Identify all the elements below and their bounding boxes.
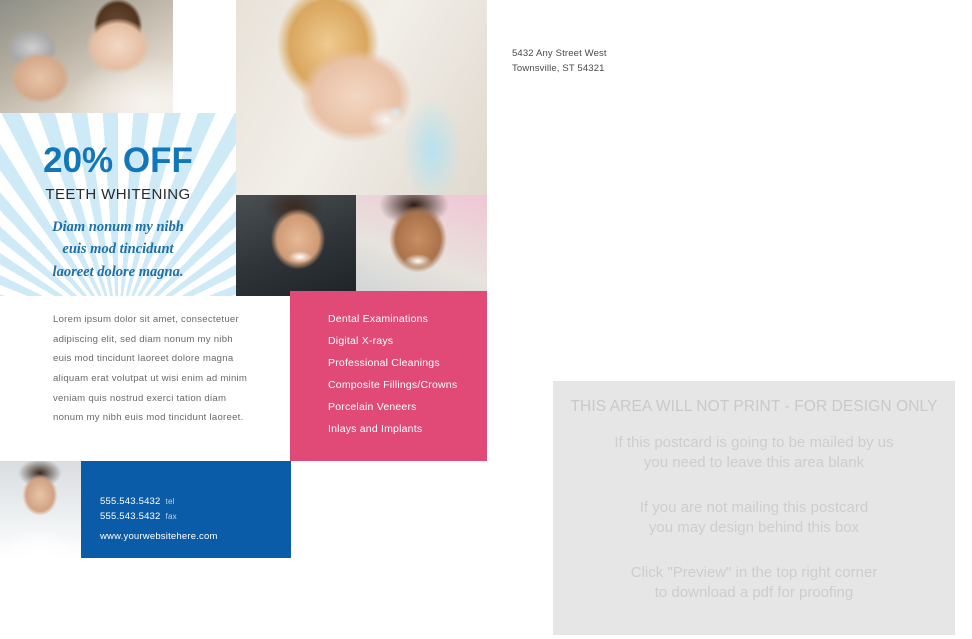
promo-starburst-panel [0,113,236,296]
dentist-portrait-photo [0,461,81,558]
list-item: Inlays and Implants [328,423,423,435]
no-print-heading: THIS AREA WILL NOT PRINT - FOR DESIGN ONLY [570,398,938,415]
woman-smiling-photo [356,195,487,296]
promo-tagline-line3: laoreet dolore magna. [52,263,184,280]
services-list-panel [290,291,487,461]
contact-phone-number: 555.543.5432 [100,496,161,507]
body-copy-text: Lorem ipsum dolor sit amet, consectetuer adipiscing elit, sed diam nonum my nibh euis mod tincidunt laoreet dolore magna aliquam erat volutpat ut wisi enim ad minim veniam quis nostrud exerci tation diam nonum my nibh euis mod tincidunt laoreet. [53,314,248,424]
contact-fax-line [100,511,177,522]
no-print-paragraph-2-line-1: If you are not mailing this postcard [639,498,869,516]
couple-smiling-photo [0,0,173,113]
promo-tagline-line1: Diam nonum my nibh [52,219,184,235]
no-print-paragraph-1-line-1: If this postcard is going to be mailed by us [614,434,894,451]
address-line-2: Townsville, ST 54321 [512,62,605,74]
mailing-address-block [512,47,607,76]
no-print-area-box [553,381,955,635]
no-print-paragraph-1-line-2: you need to leave this area blank [643,454,865,472]
list-item: Composite Fillings/Crowns [328,379,458,391]
contact-phone-line [100,496,175,507]
contact-fax-number: 555.543.5432 [100,511,161,522]
list-item: Digital X-rays [328,335,394,347]
promo-percent-text: 20% OFF [43,141,193,180]
services-list [290,291,487,440]
no-print-paragraph-3-line-1: Click "Preview" in the top right corner [630,564,878,581]
contact-phone-label: tel [165,497,175,506]
list-item: Professional Cleanings [328,357,440,369]
no-print-paragraph-2-line-2: you may design behind this box [648,518,860,536]
child-brushing-teeth-photo [236,0,487,195]
man-smiling-photo [236,195,356,296]
promo-tagline-line2: euis mod tincidunt [62,241,174,258]
list-item: Porcelain Veneers [328,401,417,413]
contact-website: www.yourwebsitehere.com [100,531,218,542]
no-print-paragraph-1 [553,433,955,474]
contact-fax-label: fax [165,512,177,521]
promo-subtitle-text: TEETH WHITENING [45,186,191,203]
no-print-paragraph-2 [553,498,955,539]
no-print-paragraph-3 [553,563,955,604]
contact-panel [81,461,291,558]
address-line-1: 5432 Any Street West [512,48,607,59]
list-item: Dental Examinations [328,313,429,325]
no-print-paragraph-3-line-2: to download a pdf for proofing [654,584,854,602]
